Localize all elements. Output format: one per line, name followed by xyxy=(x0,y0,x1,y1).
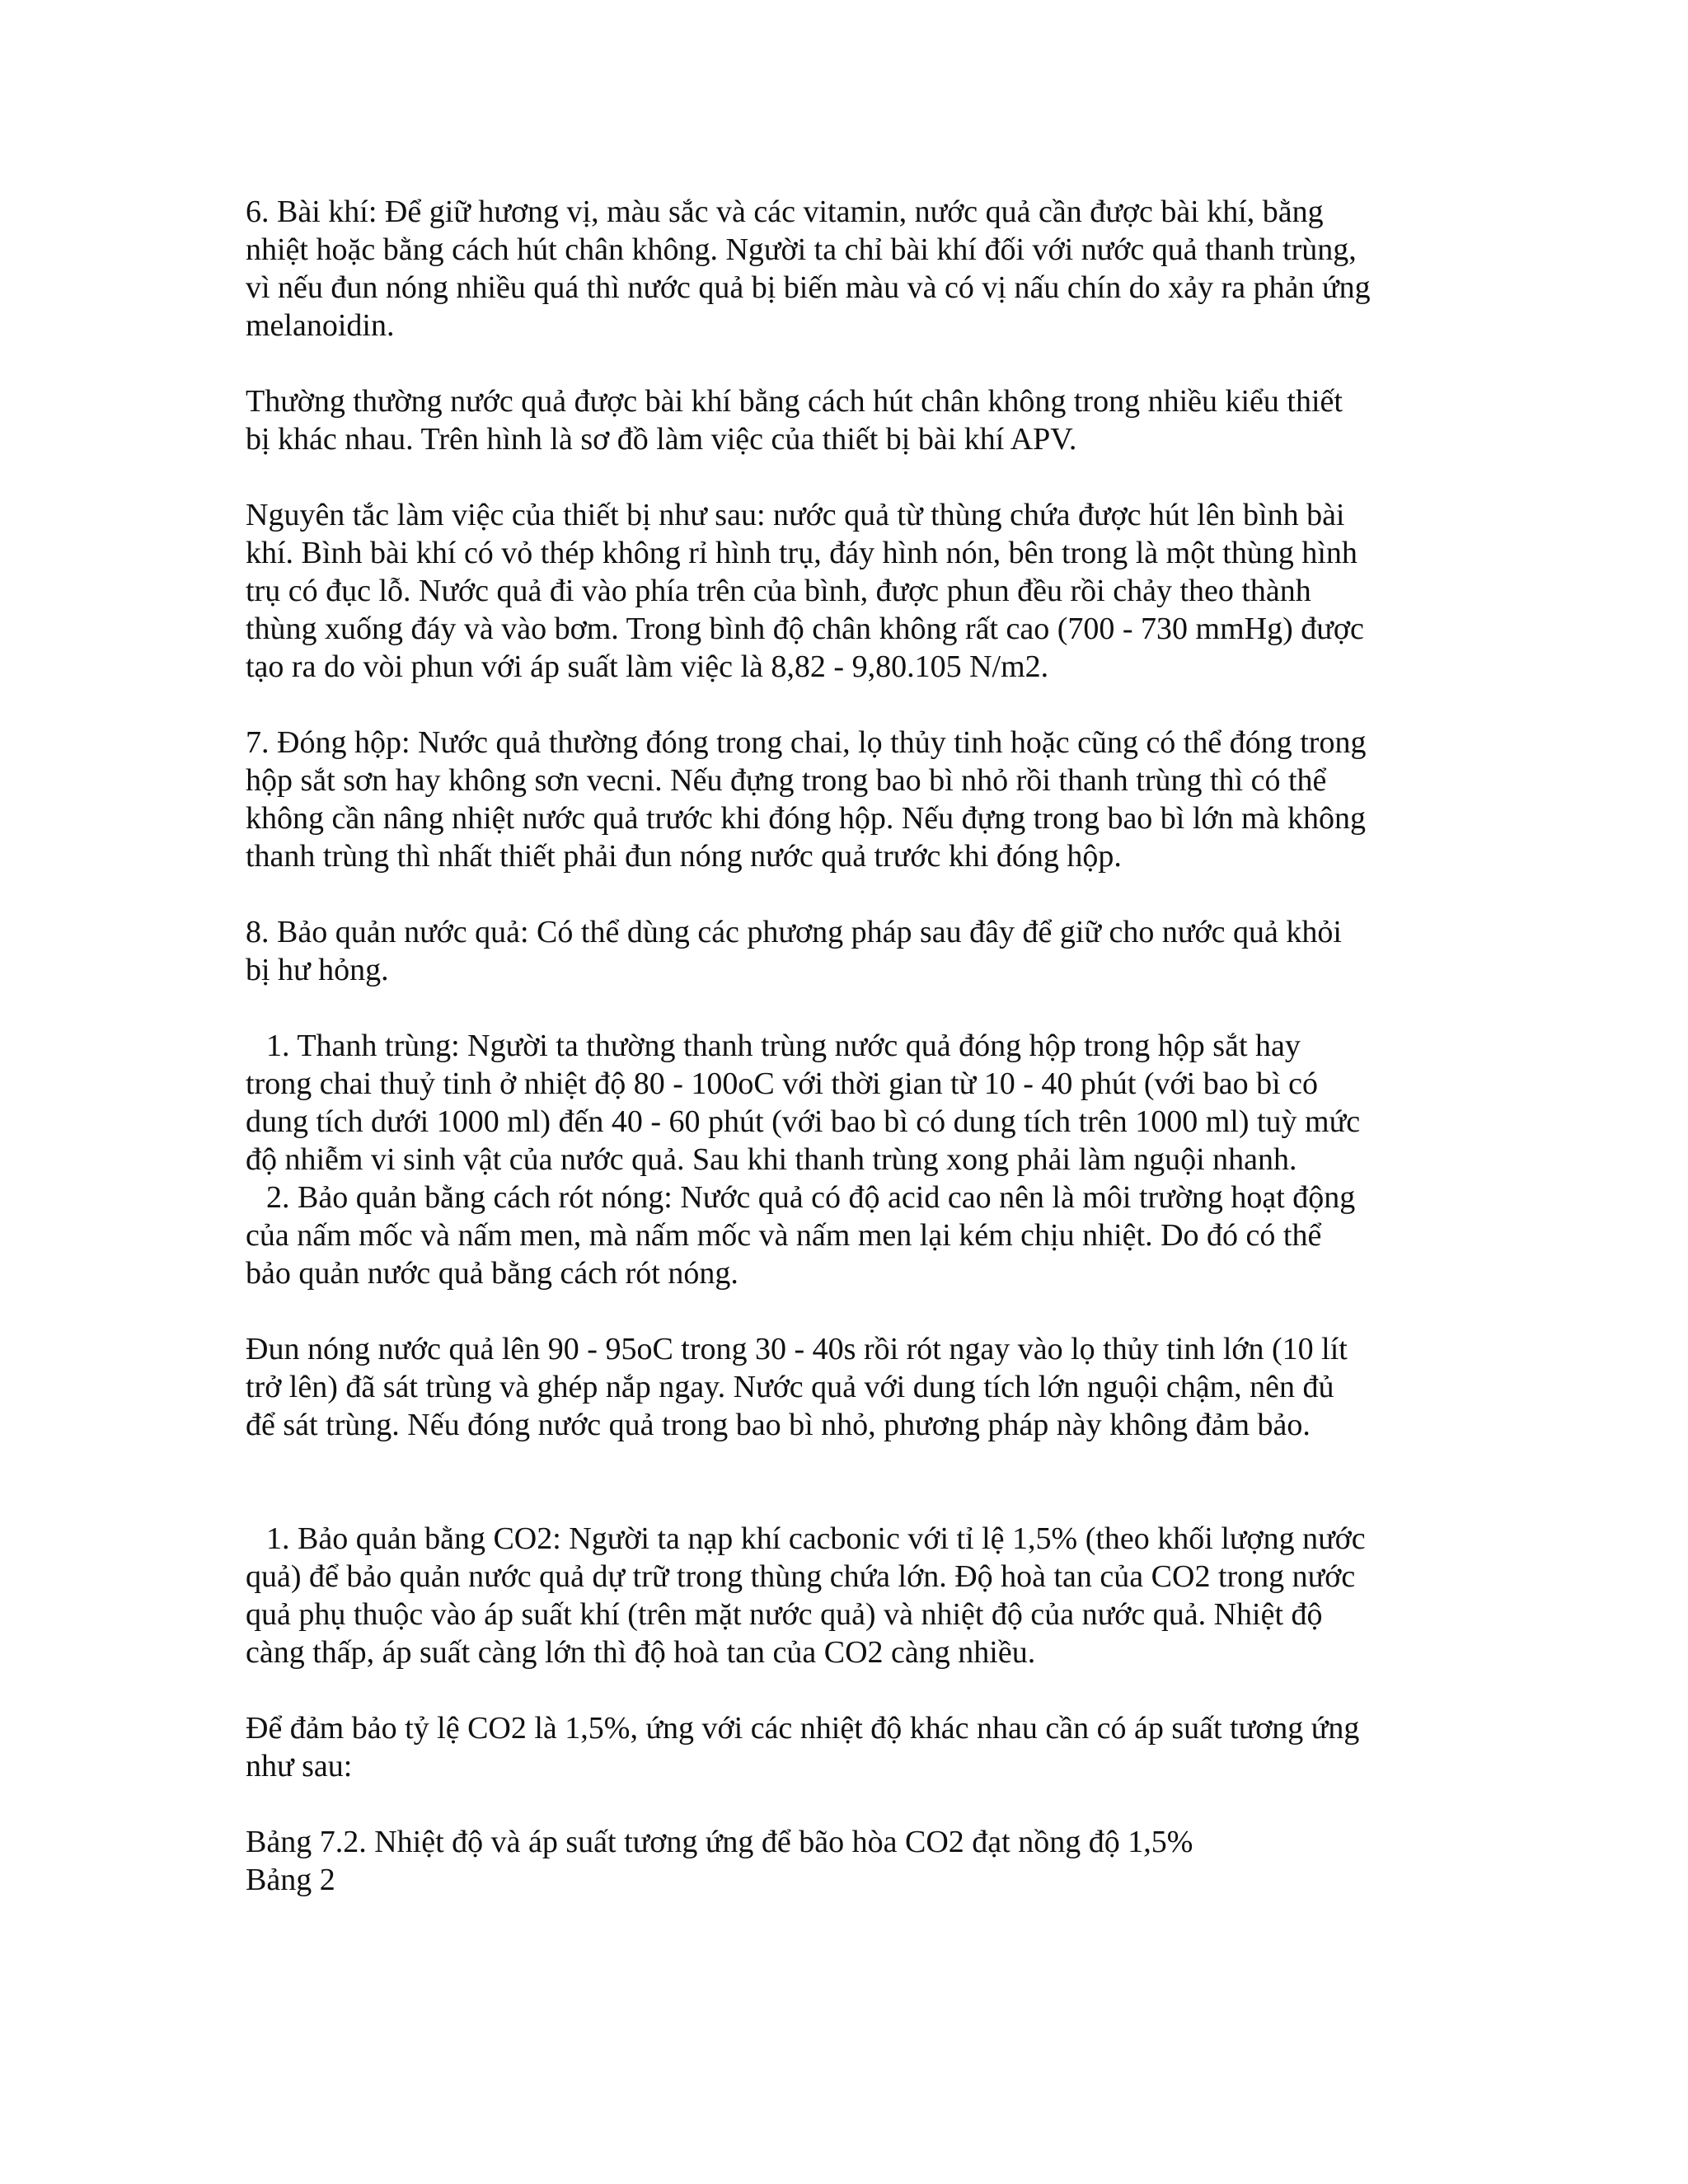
paragraph-canning: 7. Đóng hộp: Nước quả thường đóng trong chai, lọ thủy tinh hoặc cũng có thể đóng trong hộp sắt sơn hay không sơn vecni. Nếu đựng trong bao bì nhỏ rồi thanh trùng thì có thể không cần nâng nhiệt nước quả trước khi đóng hộp. Nếu đựng trong bao bì lớn mà không thanh trùng thì nhất thiết phải đun nóng nước quả trước khi đóng hộp. xyxy=(246,725,1367,874)
paragraph-preservation: 8. Bảo quản nước quả: Có thể dùng các phương pháp sau đây để giữ cho nước quả khỏi bị hư hỏng. xyxy=(246,915,1342,987)
list-item-pasteurization: 1. Thanh trùng: Người ta thường thanh trùng nước quả đóng hộp trong hộp sắt hay trong chai thuỷ tinh ở nhiệt độ 80 - 100oC với thời gian từ 10 - 40 phút (với bao bì có dung tích dưới 1000 ml) đến 40 - 60 phút (với bao bì có dung tích trên 1000 ml) tuỳ mức độ nhiễm vi sinh vật của nước quả. Sau khi thanh trùng xong phải làm nguội nhanh. xyxy=(246,1029,1361,1177)
list-item-co2-preservation: 1. Bảo quản bằng CO2: Người ta nạp khí cacbonic với tỉ lệ 1,5% (theo khối lượng nước quả) để bảo quản nước quả dự trữ trong thùng chứa lớn. Độ hoà tan của CO2 trong nước quả phụ thuộc vào áp suất khí (trên mặt nước quả) và nhiệt độ của nước quả. Nhiệt độ càng thấp, áp suất càng lớn thì độ hoà tan của CO2 càng nhiều. xyxy=(246,1521,1366,1670)
paragraph-working-principle: Nguyên tắc làm việc của thiết bị như sau: nước quả từ thùng chứa được hút lên bình bài khí. Bình bài khí có vỏ thép không rỉ hình trụ, đáy hình nón, bên trong là một thùng hình trụ có đục lỗ. Nước quả đi vào phía trên của bình, được phun đều rồi chảy theo thành thùng xuống đáy và vào bơm. Trong bình độ chân không rất cao (700 - 730 mmHg) được tạo ra do vòi phun với áp suất làm việc là 8,82 - 9,80.105 N/m2. xyxy=(246,498,1364,684)
list-item-hot-filling: 2. Bảo quản bằng cách rót nóng: Nước quả có độ acid cao nên là môi trường hoạt động của nấm mốc và nấm men, mà nấm mốc và nấm men lại kém chịu nhiệt. Do đó có thể bảo quản nước quả bằng cách rót nóng. xyxy=(246,1180,1356,1291)
paragraph-co2-ratio: Để đảm bảo tỷ lệ CO2 là 1,5%, ứng với các nhiệt độ khác nhau cần có áp suất tương ứng như sau: xyxy=(246,1711,1360,1783)
paragraph-hot-filling-detail: Đun nóng nước quả lên 90 - 95oC trong 30 - 40s rồi rót ngay vào lọ thủy tinh lớn (10 lít trở lên) đã sát trùng và ghép nắp ngay. Nước quả với dung tích lớn nguội chậm, nên đủ để sát trùng. Nếu đóng nước quả trong bao bì nhỏ, phương pháp này không đảm bảo. xyxy=(246,1332,1348,1442)
paragraph-deaeration: 6. Bài khí: Để giữ hương vị, màu sắc và các vitamin, nước quả cần được bài khí, bằng nhiệt hoặc bằng cách hút chân không. Người ta chỉ bài khí đối với nước quả thanh trùng, vì nếu đun nóng nhiều quá thì nước quả bị biến màu và có vị nấu chín do xảy ra phản ứng melanoidin. xyxy=(246,194,1371,343)
table-caption: Bảng 7.2. Nhiệt độ và áp suất tương ứng để bão hòa CO2 đạt nồng độ 1,5% Bảng 2 xyxy=(246,1825,1193,1897)
paragraph-vacuum-deaeration: Thường thường nước quả được bài khí bằng cách hút chân không trong nhiều kiểu thiết bị khác nhau. Trên hình là sơ đồ làm việc của thiết bị bài khí APV. xyxy=(246,384,1343,457)
document-page xyxy=(246,193,1457,1899)
